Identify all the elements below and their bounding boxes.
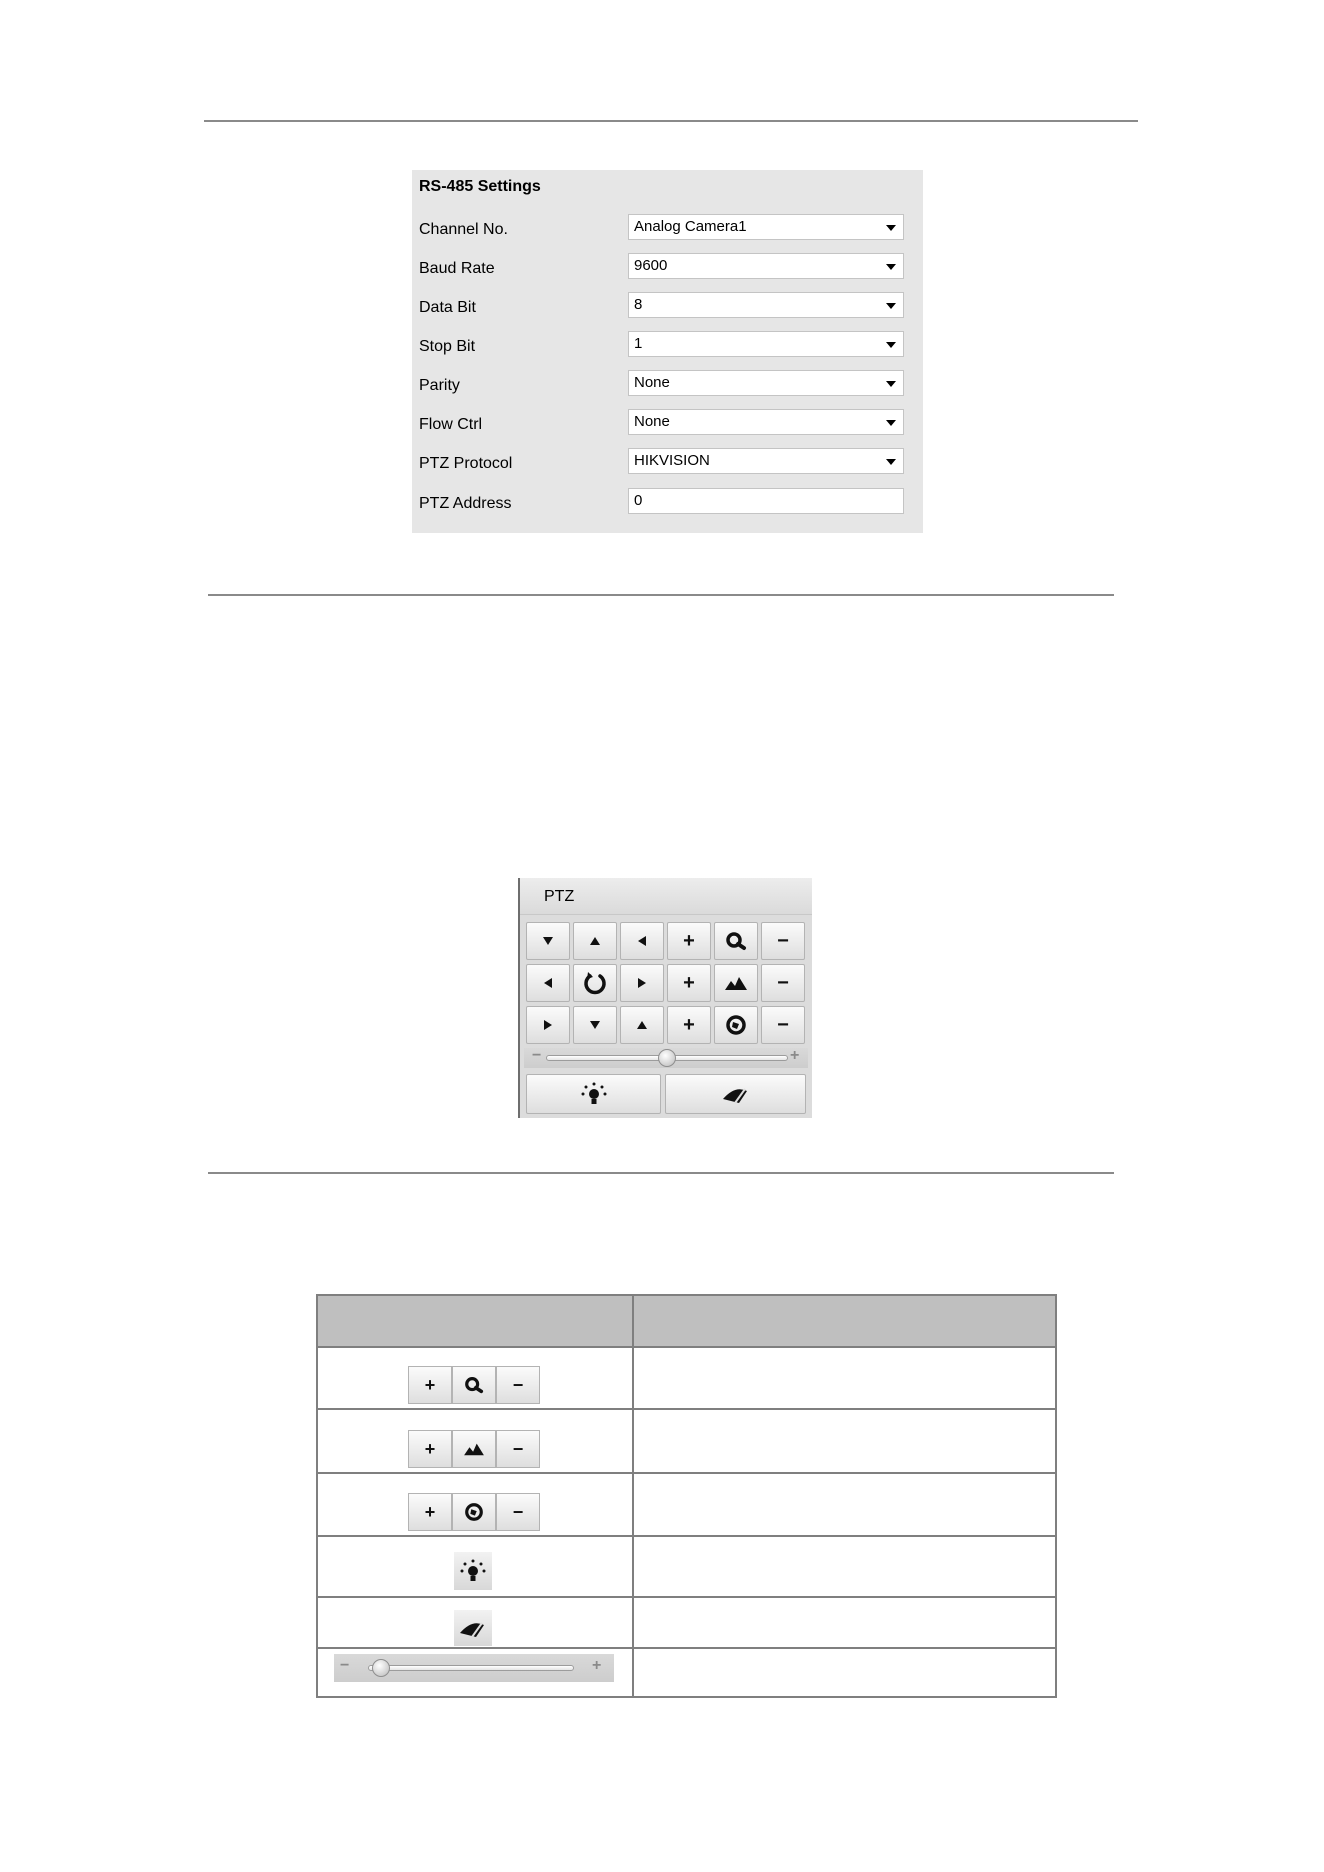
section-rule bbox=[208, 594, 1114, 596]
flow-ctrl-select[interactable] bbox=[628, 409, 904, 435]
light-button[interactable] bbox=[526, 1074, 661, 1114]
slider-min-label: − bbox=[532, 1047, 542, 1064]
zoom-button bbox=[452, 1366, 496, 1404]
auto-scan-icon bbox=[582, 970, 608, 996]
auto-scan-button[interactable] bbox=[573, 964, 617, 1002]
right-arrow-icon bbox=[638, 978, 646, 988]
wiper-button[interactable] bbox=[665, 1074, 806, 1114]
parity-select[interactable] bbox=[628, 370, 904, 396]
iris-button bbox=[452, 1493, 496, 1531]
wiper-icon bbox=[458, 1617, 488, 1639]
parity-row bbox=[412, 370, 923, 398]
focus-far-button[interactable]: − bbox=[761, 964, 805, 1002]
zoom-icon bbox=[463, 1375, 485, 1395]
channel-no-row bbox=[412, 214, 923, 242]
top-rule bbox=[204, 120, 1138, 122]
baud-rate-label: Baud Rate bbox=[419, 260, 495, 277]
data-bit-value: 8 bbox=[634, 296, 643, 313]
down-arrow-icon bbox=[590, 1021, 600, 1029]
ptz-address-value: 0 bbox=[634, 492, 643, 509]
zoom-icon bbox=[724, 930, 748, 952]
section-rule-2 bbox=[208, 1172, 1114, 1174]
chevron-down-icon bbox=[886, 264, 896, 270]
ptz-address-row bbox=[412, 488, 923, 516]
focus-button bbox=[452, 1430, 496, 1468]
iris-button[interactable] bbox=[714, 1006, 758, 1044]
chevron-down-icon bbox=[886, 342, 896, 348]
row-divider bbox=[318, 1647, 1055, 1649]
flow-ctrl-label: Flow Ctrl bbox=[419, 416, 483, 433]
iris-open-button[interactable]: + bbox=[667, 1006, 711, 1044]
stop-bit-select[interactable] bbox=[628, 331, 904, 357]
data-bit-row bbox=[412, 292, 923, 320]
ptz-address-label: PTZ Address bbox=[419, 495, 512, 512]
stop-bit-value: 1 bbox=[634, 335, 643, 352]
row-divider bbox=[318, 1472, 1055, 1474]
right-button[interactable] bbox=[620, 964, 664, 1002]
focus-icon bbox=[723, 973, 749, 993]
row-divider bbox=[318, 1408, 1055, 1410]
ptz-description-table bbox=[316, 1294, 1057, 1698]
zoom-out-button[interactable]: − bbox=[761, 922, 805, 960]
data-bit-label: Data Bit bbox=[419, 299, 476, 316]
up-arrow-icon bbox=[590, 937, 600, 945]
focus-far-button: − bbox=[496, 1430, 540, 1468]
down-button[interactable] bbox=[573, 1006, 617, 1044]
up-right-arrow-icon bbox=[638, 936, 646, 946]
up-left-button[interactable] bbox=[526, 922, 570, 960]
slider-max-label: + bbox=[790, 1047, 800, 1064]
parity-value: None bbox=[634, 374, 670, 391]
chevron-down-icon bbox=[886, 381, 896, 387]
zoom-in-button[interactable]: + bbox=[667, 922, 711, 960]
up-button[interactable] bbox=[573, 922, 617, 960]
table-row-wiper bbox=[454, 1610, 492, 1646]
slider-knob bbox=[372, 1659, 390, 1677]
column-divider bbox=[632, 1296, 634, 1696]
down-left-arrow-icon bbox=[544, 1020, 552, 1030]
down-left-button[interactable] bbox=[526, 1006, 570, 1044]
ptz-header bbox=[520, 878, 812, 915]
zoom-in-button: + bbox=[408, 1366, 452, 1404]
iris-icon bbox=[725, 1014, 747, 1036]
ptz-speed-slider[interactable] bbox=[524, 1048, 808, 1068]
up-right-button[interactable] bbox=[620, 922, 664, 960]
light-icon bbox=[580, 1081, 608, 1107]
baud-rate-value: 9600 bbox=[634, 257, 668, 274]
zoom-out-button: − bbox=[496, 1366, 540, 1404]
down-right-button[interactable] bbox=[620, 1006, 664, 1044]
rs485-settings-panel bbox=[412, 170, 923, 533]
left-arrow-icon bbox=[544, 978, 552, 988]
row-divider bbox=[318, 1535, 1055, 1537]
left-button[interactable] bbox=[526, 964, 570, 1002]
iris-icon bbox=[464, 1502, 484, 1522]
ptz-protocol-value: HIKVISION bbox=[634, 452, 710, 469]
channel-no-value: Analog Camera1 bbox=[634, 218, 747, 235]
ptz-protocol-select[interactable] bbox=[628, 448, 904, 474]
table-row-zoom bbox=[408, 1366, 540, 1404]
iris-open-button: + bbox=[408, 1493, 452, 1531]
ptz-address-input[interactable] bbox=[628, 488, 904, 514]
chevron-down-icon bbox=[886, 420, 896, 426]
table-row-focus bbox=[408, 1430, 540, 1468]
table-header bbox=[318, 1296, 1055, 1348]
chevron-down-icon bbox=[886, 225, 896, 231]
channel-no-label: Channel No. bbox=[419, 221, 508, 238]
ptz-protocol-row bbox=[412, 448, 923, 476]
focus-near-button: + bbox=[408, 1430, 452, 1468]
down-right-arrow-icon bbox=[637, 1021, 647, 1029]
flow-ctrl-value: None bbox=[634, 413, 670, 430]
wiper-icon bbox=[721, 1083, 751, 1105]
parity-label: Parity bbox=[419, 377, 460, 394]
baud-rate-select[interactable] bbox=[628, 253, 904, 279]
rs485-title: RS-485 Settings bbox=[419, 178, 541, 195]
light-icon bbox=[459, 1558, 487, 1584]
ptz-control-panel bbox=[518, 878, 812, 1118]
chevron-down-icon bbox=[886, 459, 896, 465]
channel-no-select[interactable] bbox=[628, 214, 904, 240]
slider-min-label: − bbox=[340, 1657, 350, 1674]
slider-max-label: + bbox=[592, 1657, 602, 1674]
table-row-iris bbox=[408, 1493, 540, 1531]
zoom-button[interactable] bbox=[714, 922, 758, 960]
baud-rate-row bbox=[412, 253, 923, 281]
slider-track bbox=[368, 1665, 574, 1671]
up-left-arrow-icon bbox=[543, 937, 553, 945]
slider-knob[interactable] bbox=[658, 1049, 676, 1067]
ptz-title: PTZ bbox=[544, 888, 575, 905]
data-bit-select[interactable] bbox=[628, 292, 904, 318]
table-row-speed-slider bbox=[334, 1654, 614, 1682]
focus-near-button[interactable]: + bbox=[667, 964, 711, 1002]
focus-button[interactable] bbox=[714, 964, 758, 1002]
iris-close-button: − bbox=[496, 1493, 540, 1531]
focus-icon bbox=[462, 1440, 486, 1458]
row-divider bbox=[318, 1596, 1055, 1598]
table-row-light bbox=[454, 1552, 492, 1590]
stop-bit-row bbox=[412, 331, 923, 359]
ptz-protocol-label: PTZ Protocol bbox=[419, 455, 513, 472]
flow-ctrl-row bbox=[412, 409, 923, 437]
chevron-down-icon bbox=[886, 303, 896, 309]
stop-bit-label: Stop Bit bbox=[419, 338, 476, 355]
iris-close-button[interactable]: − bbox=[761, 1006, 805, 1044]
